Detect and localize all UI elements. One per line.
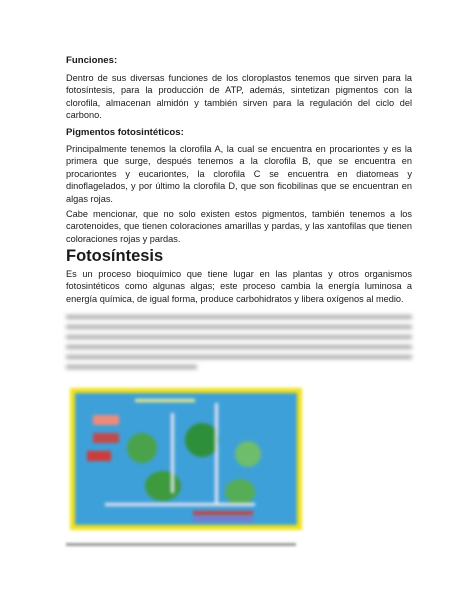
paragraph-funciones: Dentro de sus diversas funciones de los cloroplastos tenemos que sirven para la fotosíntesis, para la producción de ATP, además, sintetizan pigmentos con la clorofila, almacenan almidón y también sirven para la regulación del ciclo del carbono. — [66, 73, 412, 121]
paragraph-pigmentos-2: Cabe mencionar, que no solo existen estos pigmentos, también tenemos a los carotenoides, que tienen coloraciones amarillas y pardas, y las xantofilas que tienen coloraciones rojas y pardas. — [66, 209, 412, 244]
paragraph-pigmentos-1: Principalmente tenemos la clorofila A, la cual se encuentra en procariontes y es la primera que surge, después tenemos a la clorofila B, que se encuentra en procariontes y eucariontes, la clorofila C se encuentra en diatomeas y dinoflagelados, y por último la clorofila D, que son ficobilinas que se encuentran en algas rojas. — [66, 144, 412, 204]
heading-fotosintesis: Fotosíntesis — [66, 247, 164, 265]
blurred-paragraph — [66, 312, 412, 372]
heading-funciones: Funciones: — [66, 55, 118, 66]
photosynthesis-figure — [70, 388, 302, 530]
heading-pigmentos: Pigmentos fotosintéticos: — [66, 127, 184, 138]
paragraph-fotosintesis: Es un proceso bioquímico que tiene lugar en las plantas y otros organismos fotosintéticos como algunas algas; este proceso cambia la energía luminosa a energía química, de igual forma, produce carbohidratos y libera oxígenos al medio. — [66, 269, 412, 304]
figure-caption-blurred — [66, 543, 296, 546]
